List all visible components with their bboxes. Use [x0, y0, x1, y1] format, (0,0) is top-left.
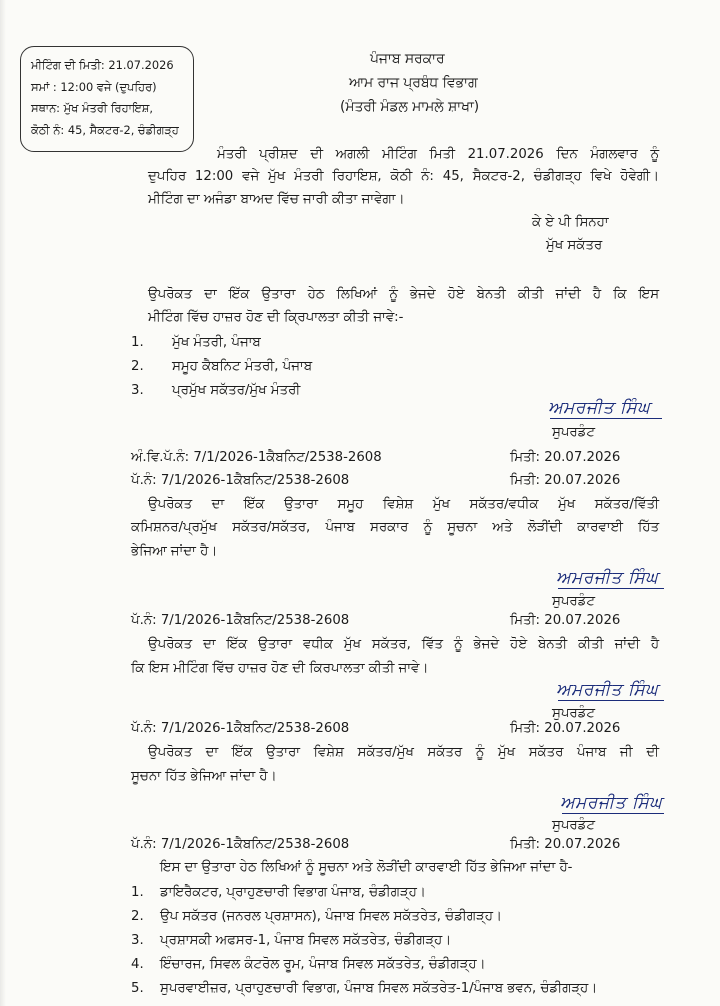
list-item-number: 4.	[131, 957, 144, 972]
handwritten-signature: ਅਮਰਜੀਤ ਸਿੰਘ	[556, 680, 659, 700]
handwritten-signature: ਅਮਰਜੀਤ ਸਿੰਘ	[556, 568, 659, 588]
copy2-line-2: ਕਮਿਸ਼ਨਰ/ਪ੍ਰਮੁੱਖ ਸਕੱਤਰ/ਸਕੱਤਰ, ਪੰਜਾਬ ਸਰਕਾਰ ਨੂੰ ਸੂਚਨਾ ਅਤੇ ਲੋੜੀਂਦੀ ਕਾਰਵਾਈ ਹਿੱਤ	[131, 520, 659, 535]
reference-date: ਮਿਤੀ: 20.07.2026	[510, 837, 621, 852]
signature-underline	[562, 813, 664, 814]
signature-underline	[558, 700, 664, 701]
superintendent-title: ਸੁਪਰਡੰਟ	[552, 706, 595, 721]
reference-number: ਪੱ.ਨੰ: 7/1/2026-1ਕੈਬਨਿਟ/2538-2608	[131, 721, 350, 736]
reference-number: ਪੱ.ਨੰ: 7/1/2026-1ਕੈਬਨਿਟ/2538-2608	[131, 837, 350, 852]
ao-reference-date: ਮਿਤੀ: 20.07.2026	[510, 450, 621, 465]
superintendent-title: ਸੁਪਰਡੰਟ	[552, 818, 595, 833]
list-item: ਪ੍ਰਸ਼ਾਸਕੀ ਅਫਸਰ-1, ਪੰਜਾਬ ਸਿਵਲ ਸਕੱਤਰੇਤ, ਚੰਡੀਗੜ੍ਹ।	[160, 933, 452, 948]
superintendent-title: ਸੁਪਰਡੰਟ	[552, 594, 595, 609]
list-item: ਇੰਚਾਰਜ, ਸਿਵਲ ਕੰਟਰੋਲ ਰੂਮ, ਪੰਜਾਬ ਸਿਵਲ ਸਕੱਤਰੇਤ, ਚੰਡੀਗੜ੍ਹ।	[160, 957, 486, 972]
list-item: ਪ੍ਰਮੁੱਖ ਸਕੱਤਰ/ਮੁੱਖ ਮੰਤਰੀ	[172, 383, 301, 398]
signatory-name: ਕੇ ਏ ਪੀ ਸਿਨਹਾ	[532, 215, 609, 230]
signature-underline	[550, 418, 662, 419]
list-item: ਮੁੱਖ ਮੰਤਰੀ, ਪੰਜਾਬ	[172, 335, 261, 350]
list-item: ਉਪ ਸਕੱਤਰ (ਜਨਰਲ ਪ੍ਰਸ਼ਾਸਨ), ਪੰਜਾਬ ਸਿਵਲ ਸਕੱਤਰੇਤ, ਚੰਡੀਗੜ੍ਹ।	[160, 909, 502, 924]
copy5-line-1: ਇਸ ਦਾ ਉਤਾਰਾ ਹੇਠ ਲਿਖਿਆਂ ਨੂੰ ਸੂਚਨਾ ਅਤੇ ਲੋੜੀਂਦੀ ਕਾਰਵਾਈ ਹਿੱਤ ਭੇਜਿਆ ਜਾਂਦਾ ਹੈ-	[160, 860, 573, 875]
handwritten-signature: ਅਮਰਜੀਤ ਸਿੰਘ	[560, 793, 663, 813]
header-government: ਪੰਜਾਬ ਸਰਕਾਰ	[370, 51, 445, 67]
copy4-line-2: ਸੂਚਨਾ ਹਿੱਤ ਭੇਜਿਆ ਜਾਂਦਾ ਹੈ।	[131, 769, 277, 784]
page-edge	[0, 0, 6, 1006]
list-item-number: 1.	[131, 335, 144, 350]
signatory-title: ਮੁੱਖ ਸਕੱਤਰ	[546, 238, 603, 253]
list-item-number: 1.	[131, 885, 144, 900]
header-department: ਆਮ ਰਾਜ ਪ੍ਰਬੰਧ ਵਿਭਾਗ	[349, 75, 478, 91]
reference-number: ਪੱ.ਨੰ: 7/1/2026-1ਕੈਬਨਿਟ/2538-2608	[131, 613, 350, 628]
copy3-line-1: ਉਪਰੋਕਤ ਦਾ ਇੱਕ ਉਤਾਰਾ ਵਧੀਕ ਮੁੱਖ ਸਕੱਤਰ, ਵਿੱਤ ਨੂੰ ਭੇਜਦੇ ਹੋਏ ਬੇਨਤੀ ਕੀਤੀ ਜਾਂਦੀ ਹੈ	[148, 637, 659, 652]
copy3-line-2: ਕਿ ਇਸ ਮੀਟਿੰਗ ਵਿੱਚ ਹਾਜ਼ਰ ਹੋਣ ਦੀ ਕਿਰਪਾਲਤਾ ਕੀਤੀ ਜਾਵੇ।	[131, 661, 429, 676]
meeting-time: ਸਮਾਂ : 12:00 ਵਜੇ (ਦੁਪਹਿਰ)	[31, 80, 157, 94]
list-item-number: 2.	[131, 359, 144, 374]
copy2-line-1: ਉਪਰੋਕਤ ਦਾ ਇੱਕ ਉਤਾਰਾ ਸਮੂਹ ਵਿਸ਼ੇਸ਼ ਮੁੱਖ ਸਕੱਤਰ/ਵਧੀਕ ਮੁੱਖ ਸਕੱਤਰ/ਵਿੱਤੀ	[148, 497, 659, 512]
copy4-line-1: ਉਪਰੋਕਤ ਦਾ ਇੱਕ ਉਤਾਰਾ ਵਿਸ਼ੇਸ਼ ਸਕੱਤਰ/ਮੁੱਖ ਸਕੱਤਰ ਨੂੰ ਮੁੱਖ ਸਕੱਤਰ ਪੰਜਾਬ ਜੀ ਦੀ	[148, 745, 659, 760]
reference-date: ਮਿਤੀ: 20.07.2026	[510, 721, 621, 736]
notice-line-2: ਦੁਪਹਿਰ 12:00 ਵਜੇ ਮੁੱਖ ਮੰਤਰੀ ਰਿਹਾਇਸ਼, ਕੋਠੀ ਨੰ: 45, ਸੈਕਟਰ-2, ਚੰਡੀਗੜ੍ਹ ਵਿਖੇ ਹੋਵੇਗੀ।	[148, 169, 659, 184]
meeting-address: ਕੋਠੀ ਨੰ: 45, ਸੈਕਟਰ-2, ਚੰਡੀਗੜ੍ਹ	[31, 123, 179, 137]
copy1-line-2: ਮੀਟਿੰਗ ਵਿੱਚ ਹਾਜ਼ਰ ਹੋਣ ਦੀ ਕ੍ਰਿਪਾਲਤਾ ਕੀਤੀ ਜਾਵੇ:-	[148, 310, 404, 325]
list-item-number: 3.	[131, 383, 144, 398]
reference-date: ਮਿਤੀ: 20.07.2026	[510, 613, 621, 628]
list-item: ਸੁਪਰਵਾਈਜ਼ਰ, ਪ੍ਰਾਹੁਣਚਾਰੀ ਵਿਭਾਗ, ਪੰਜਾਬ ਸਿਵਲ ਸਕੱਤਰੇਤ-1/ਪੰਜਾਬ ਭਵਨ, ਚੰਡੀਗੜ੍ਹ।	[160, 981, 598, 996]
list-item-number: 2.	[131, 909, 144, 924]
signature-underline	[558, 588, 664, 589]
handwritten-signature: ਅਮਰਜੀਤ ਸਿੰਘ	[548, 398, 651, 418]
meeting-info-box	[20, 46, 194, 152]
ao-reference-number: ਅੰ.ਵਿ.ਪੱ.ਨੰ: 7/1/2026-1ਕੈਬਨਿਟ/2538-2608	[131, 450, 382, 465]
notice-line-3: ਮੀਟਿੰਗ ਦਾ ਅਜੰਡਾ ਬਾਅਦ ਵਿੱਚ ਜਾਰੀ ਕੀਤਾ ਜਾਵੇਗਾ।	[148, 192, 405, 207]
reference-date: ਮਿਤੀ: 20.07.2026	[510, 473, 621, 488]
reference-number: ਪੱ.ਨੰ: 7/1/2026-1ਕੈਬਨਿਟ/2538-2608	[131, 473, 350, 488]
meeting-date: ਮੀਟਿੰਗ ਦੀ ਮਿਤੀ: 21.07.2026	[31, 58, 174, 72]
notice-line-1: ਮੰਤਰੀ ਪ੍ਰੀਸ਼ਦ ਦੀ ਅਗਲੀ ਮੀਟਿੰਗ ਮਿਤੀ 21.07.2026 ਦਿਨ ਮੰਗਲਵਾਰ ਨੂੰ	[217, 147, 659, 162]
superintendent-title: ਸੁਪਰਡੰਟ	[552, 425, 595, 440]
list-item-number: 3.	[131, 933, 144, 948]
list-item-number: 5.	[131, 981, 144, 996]
list-item: ਸਮੂਹ ਕੈਬਨਿਟ ਮੰਤਰੀ, ਪੰਜਾਬ	[172, 359, 313, 374]
meeting-place: ਸਥਾਨ: ਮੁੱਖ ਮੰਤਰੀ ਰਿਹਾਇਸ਼,	[31, 101, 153, 115]
header-branch: (ਮੰਤਰੀ ਮੰਡਲ ਮਾਮਲੇ ਸ਼ਾਖਾ)	[340, 99, 480, 115]
copy2-line-3: ਭੇਜਿਆ ਜਾਂਦਾ ਹੈ।	[131, 544, 218, 559]
list-item: ਡਾਇਰੈਕਟਰ, ਪ੍ਰਾਹੁਣਚਾਰੀ ਵਿਭਾਗ ਪੰਜਾਬ, ਚੰਡੀਗੜ੍ਹ।	[160, 885, 426, 900]
copy1-line-1: ਉਪਰੋਕਤ ਦਾ ਇੱਕ ਉਤਾਰਾ ਹੇਠ ਲਿਖਿਆਂ ਨੂੰ ਭੇਜਦੇ ਹੋਏ ਬੇਨਤੀ ਕੀਤੀ ਜਾਂਦੀ ਹੈ ਕਿ ਇਸ	[148, 287, 659, 302]
